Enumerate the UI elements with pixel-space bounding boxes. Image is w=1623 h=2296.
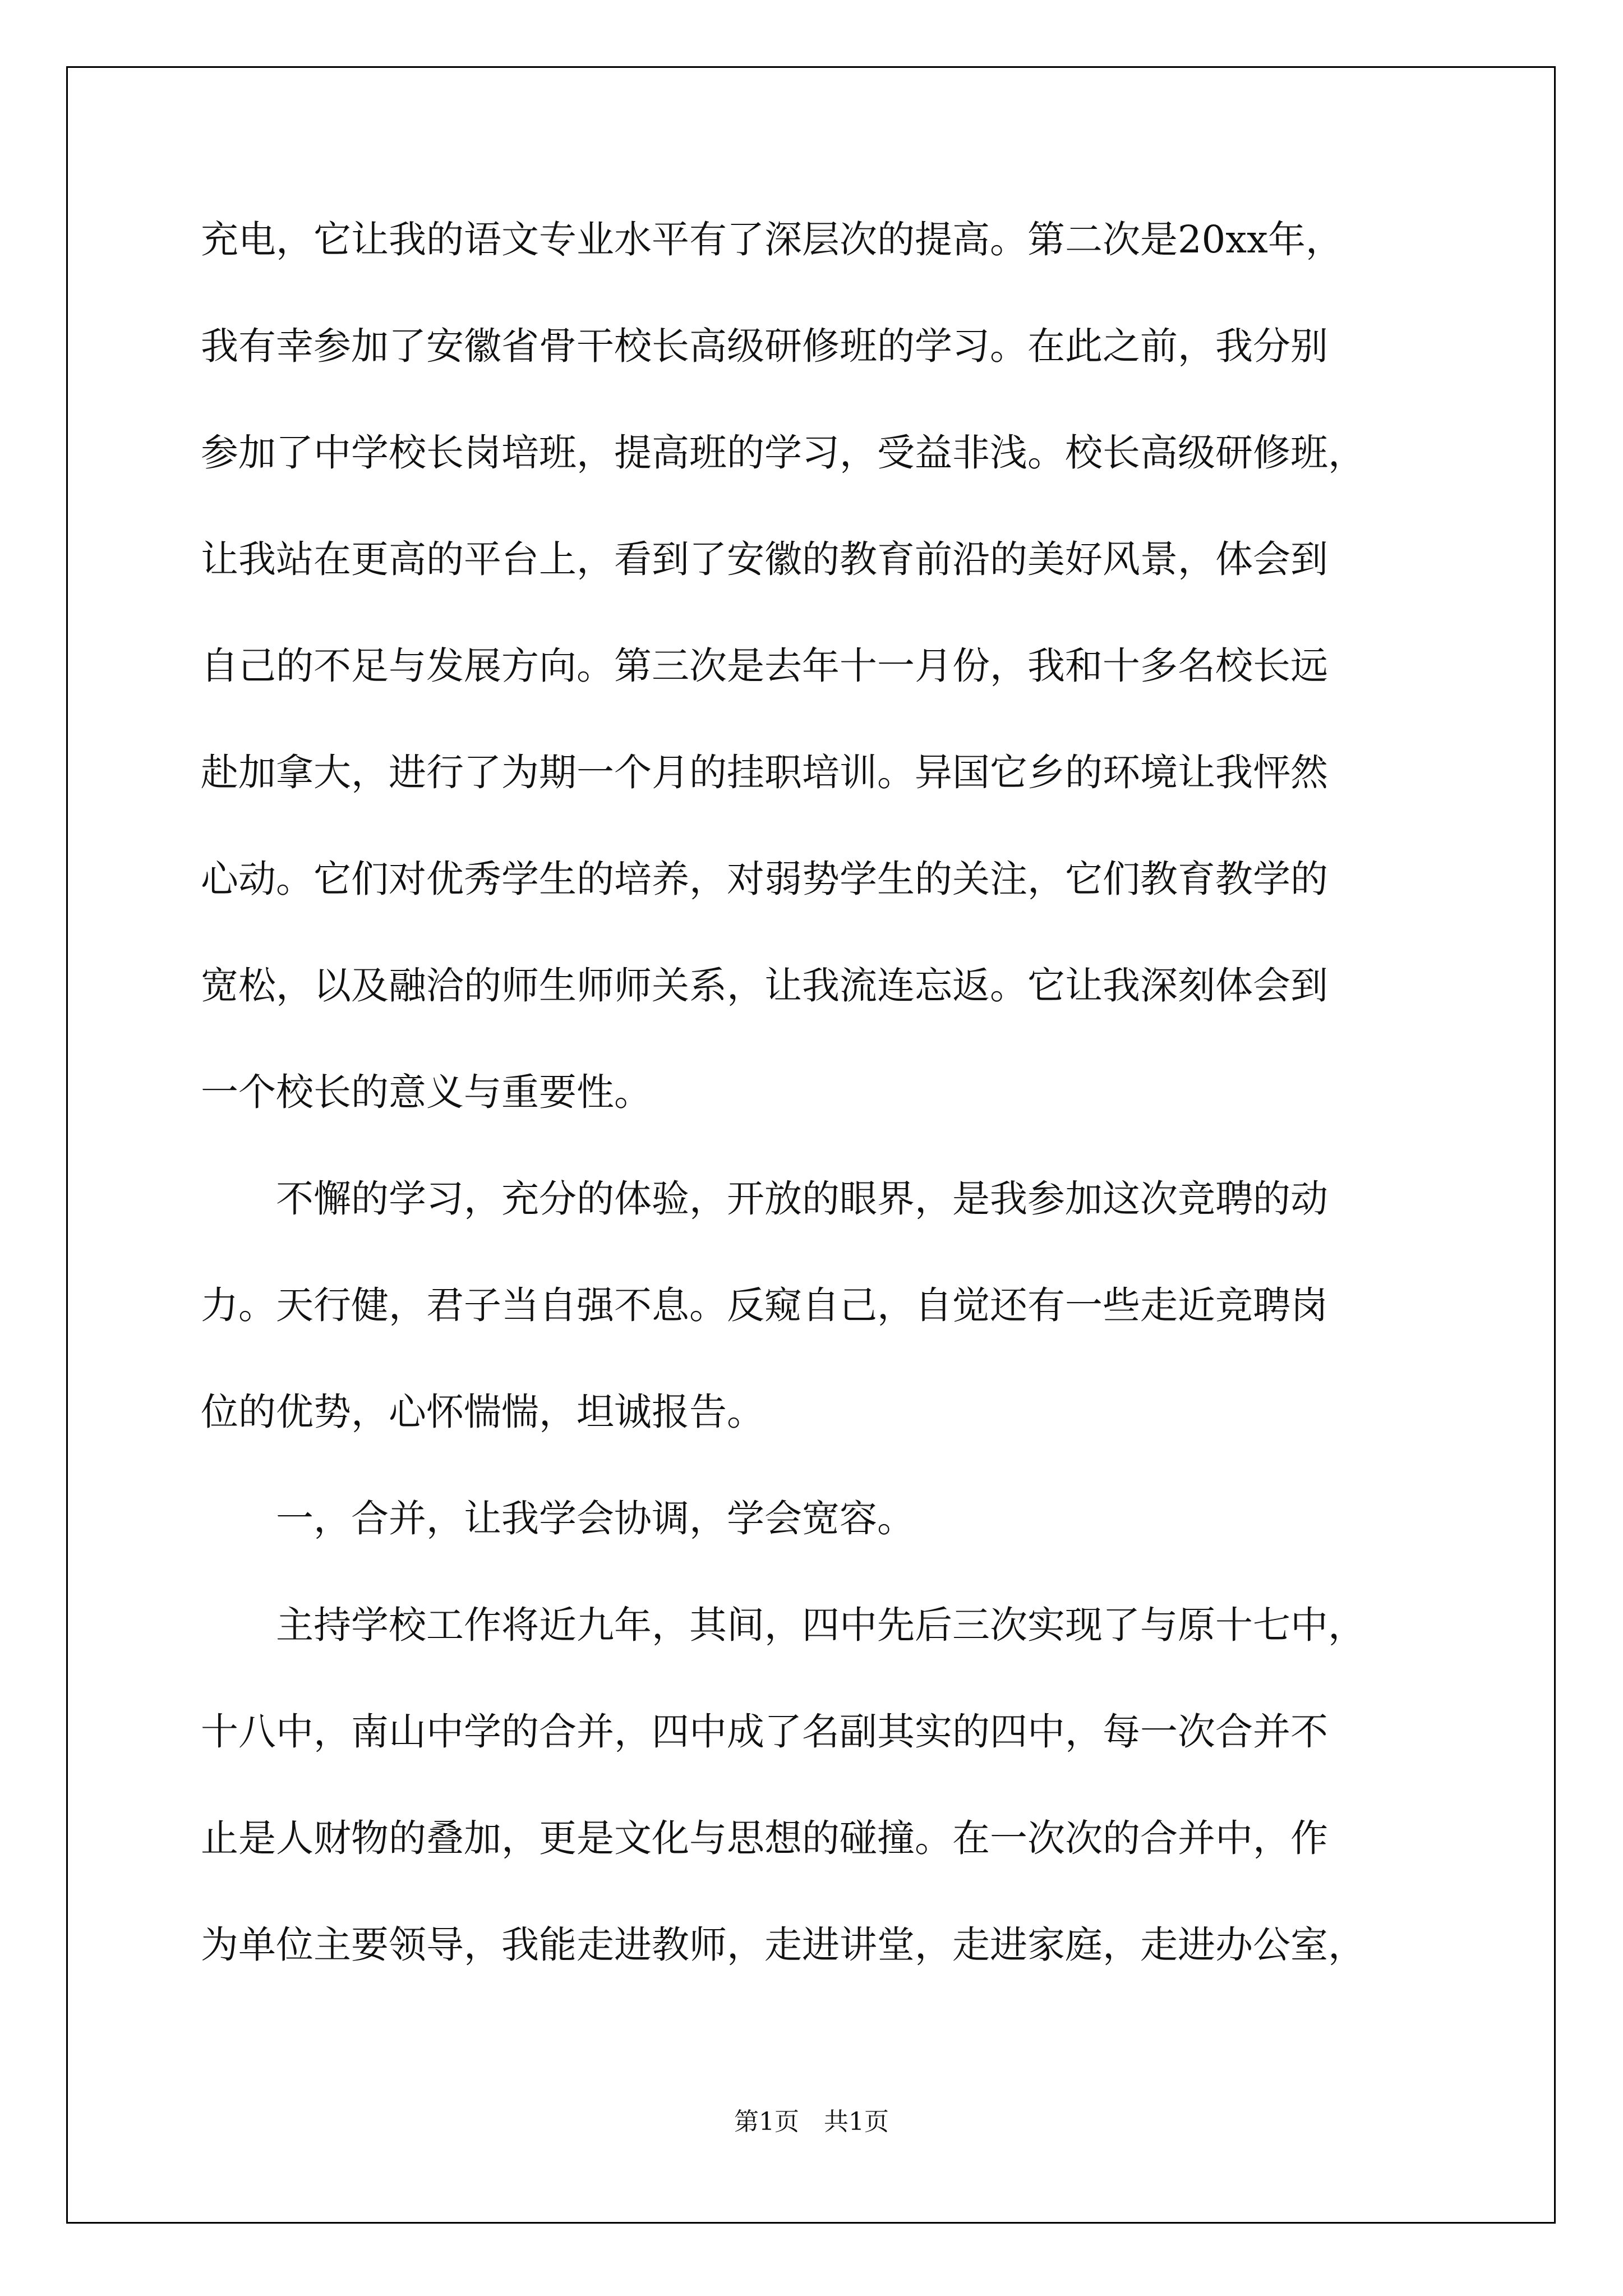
page-footer (0, 2101, 1623, 2137)
text-line: 一，合并，让我学会协调，学会宽容。 (276, 1497, 915, 1540)
text-line: 自己的不足与发展方向。第三次是去年十一月份，我和十多名校长远 (201, 644, 1328, 688)
document-body (201, 186, 1435, 1998)
page-number: 第1页 (734, 2108, 799, 2136)
text-line: 为单位主要领导，我能走进教师，走进讲堂，走进家庭，走进办公室， (201, 1923, 1366, 1967)
text-line: 十八中，南山中学的合并，四中成了名副其实的四中，每一次合并不 (201, 1710, 1328, 1754)
text-line: 让我站在更高的平台上，看到了安徽的教育前沿的美好风景，体会到 (201, 537, 1328, 581)
text-line: 我有幸参加了安徽省骨干校长高级研修班的学习。在此之前，我分别 (201, 324, 1328, 368)
text-line: 位的优势，心怀惴惴，坦诚报告。 (201, 1390, 764, 1434)
text-line: 力。天行健，君子当自强不息。反窥自己，自觉还有一些走近竞聘岗 (201, 1283, 1328, 1327)
page-total: 共1页 (824, 2108, 889, 2136)
text-line: 赴加拿大，进行了为期一个月的挂职培训。异国它乡的环境让我怦然 (201, 751, 1328, 794)
text-line: 心动。它们对优秀学生的培养，对弱势学生的关注，它们教育教学的 (201, 857, 1328, 901)
text-line: 充电，它让我的语文专业水平有了深层次的提高。第二次是20xx年， (201, 218, 1343, 261)
text-line: 止是人财物的叠加，更是文化与思想的碰撞。在一次次的合并中，作 (201, 1816, 1328, 1860)
text-line: 宽松，以及融洽的师生师师关系，让我流连忘返。它让我深刻体会到 (201, 964, 1328, 1007)
text-line: 参加了中学校长岗培班，提高班的学习，受益非浅。校长高级研修班， (201, 431, 1366, 475)
text-line: 主持学校工作将近九年，其间，四中先后三次实现了与原十七中， (276, 1603, 1366, 1647)
text-line: 一个校长的意义与重要性。 (201, 1070, 652, 1114)
text-line: 不懈的学习，充分的体验，开放的眼界，是我参加这次竞聘的动 (276, 1177, 1328, 1221)
